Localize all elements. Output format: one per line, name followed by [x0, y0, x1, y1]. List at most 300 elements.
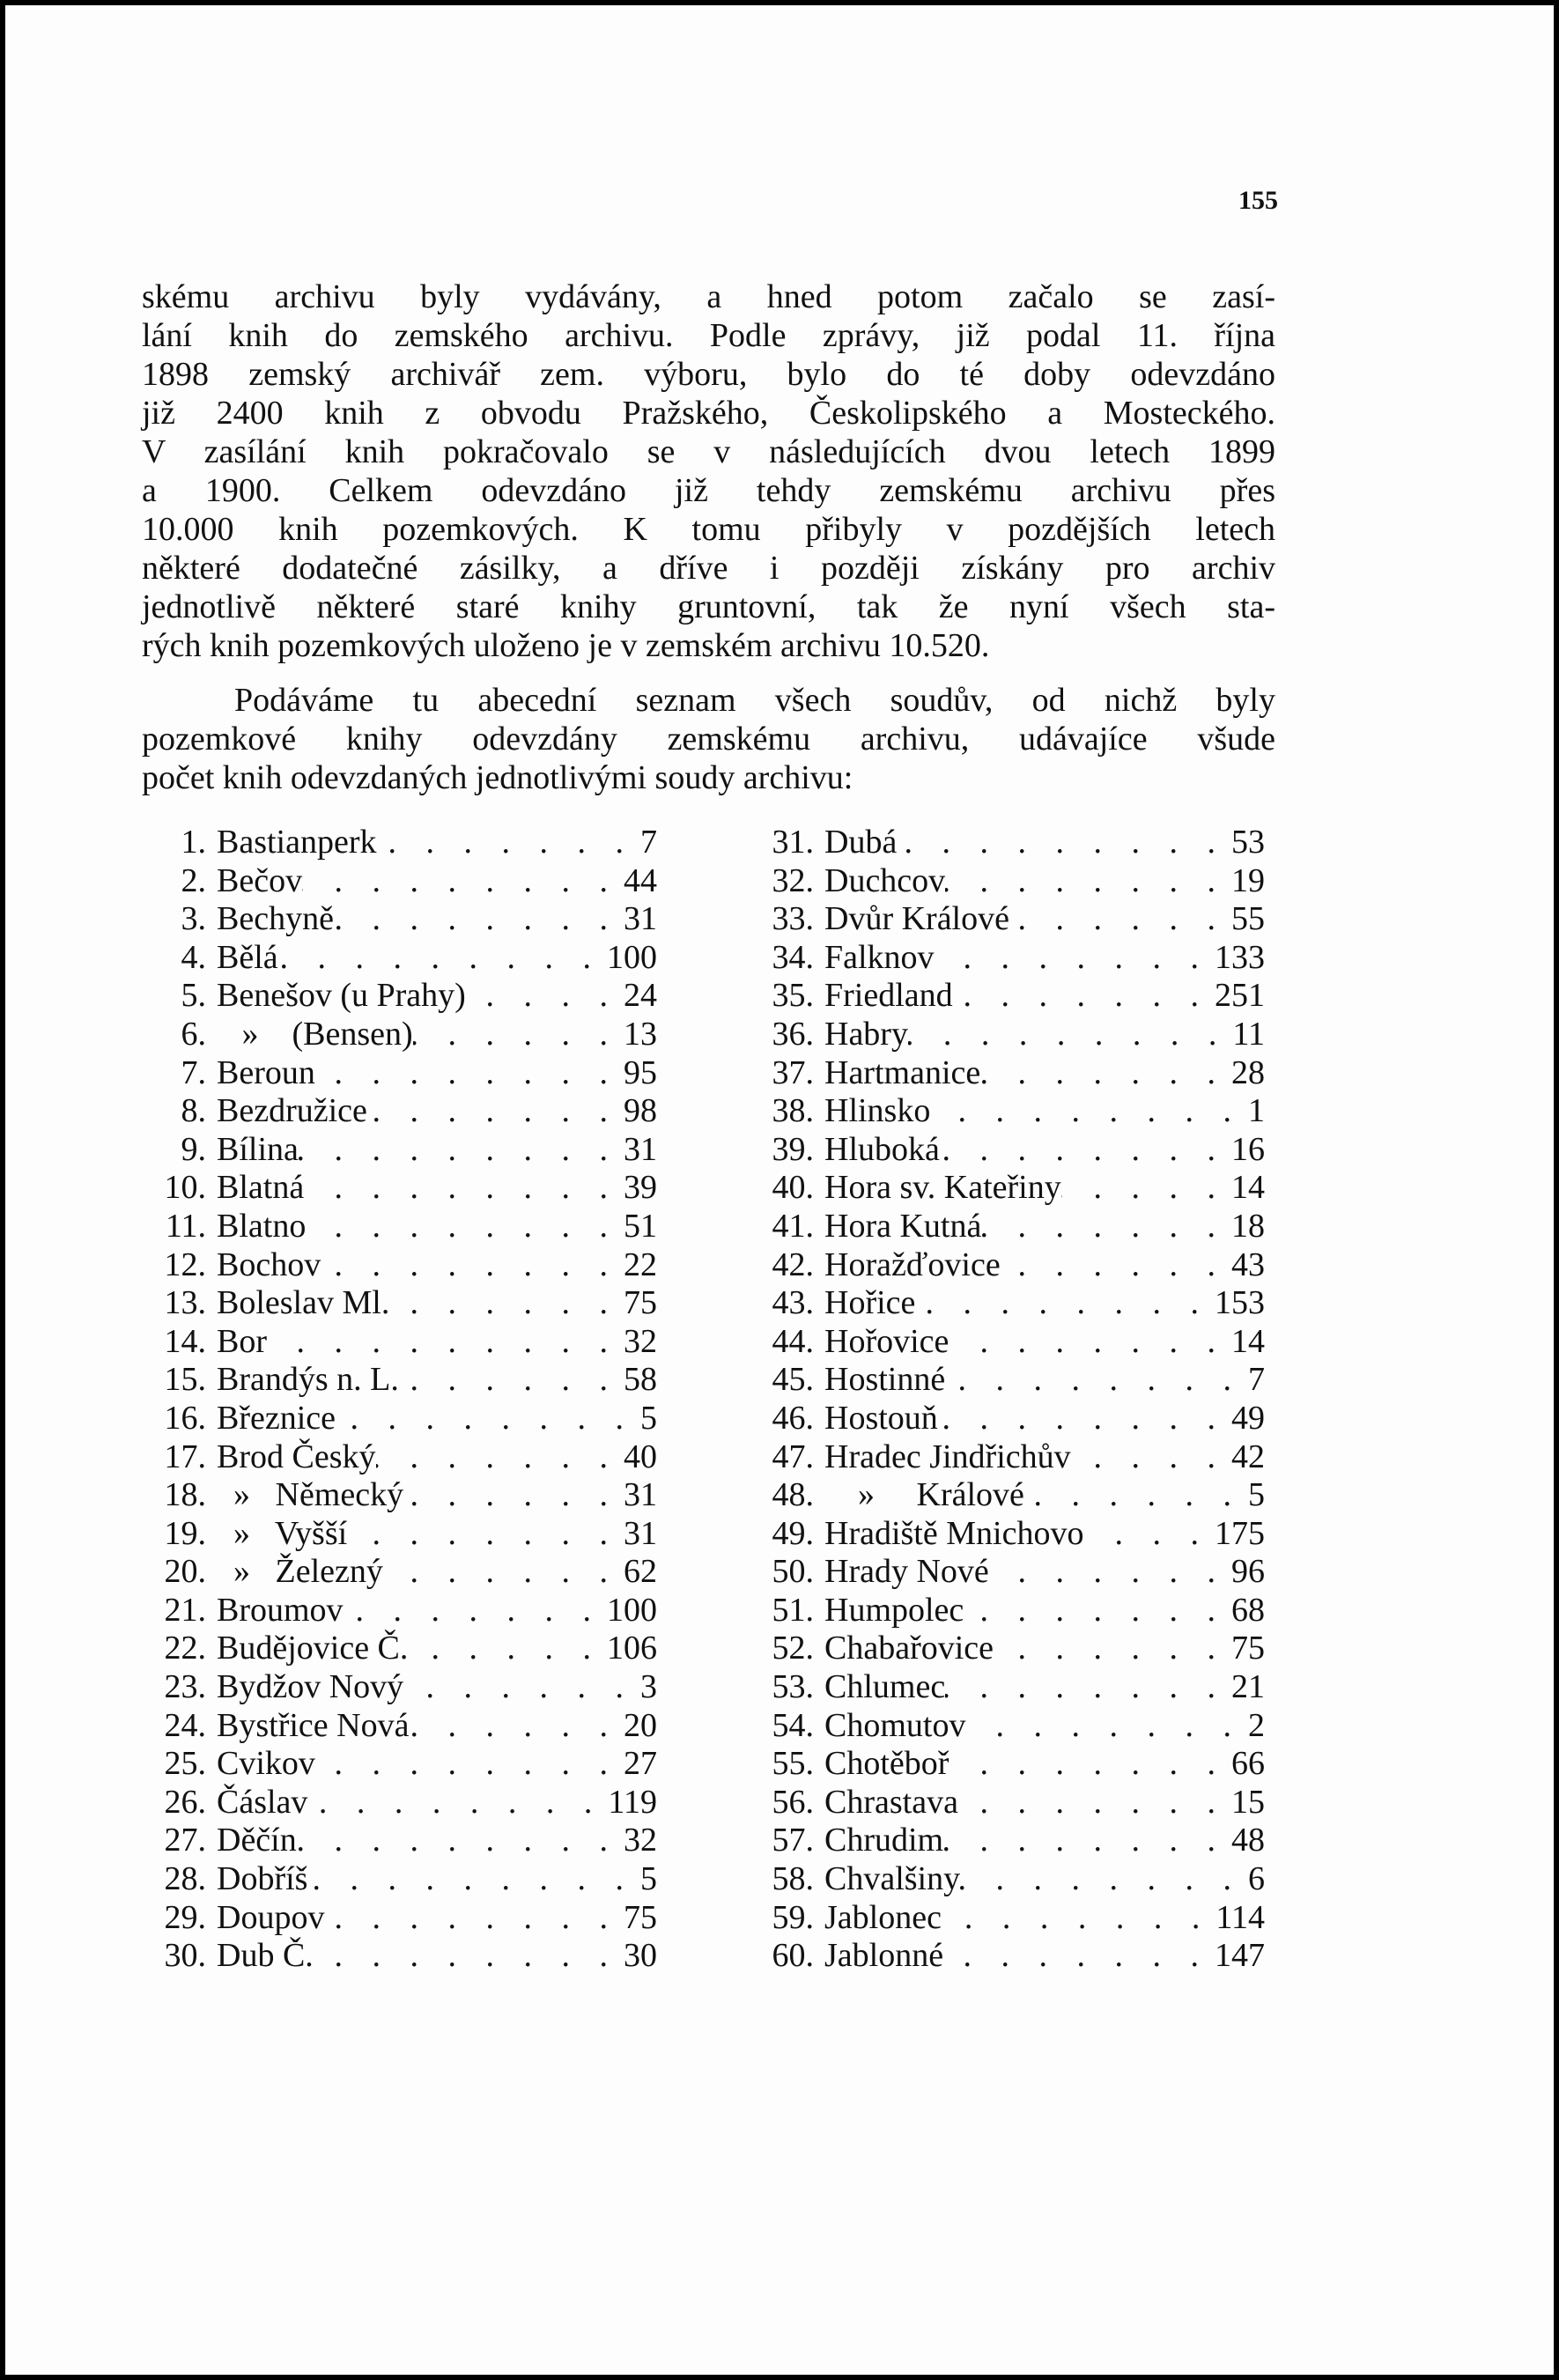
court-name: Brod Český [217, 1438, 376, 1475]
dot-leader [376, 1438, 624, 1477]
book-count: 5 [640, 1860, 657, 1898]
dot-leader [935, 939, 1215, 978]
court-name: Jablonec [824, 1898, 942, 1936]
dot-leader [389, 1284, 624, 1323]
book-count: 18 [1231, 1207, 1265, 1245]
book-count: 48 [1231, 1822, 1265, 1859]
text-line: pozemkové knihy odevzdány zemskému archivu, udávajíce všude [142, 721, 1275, 758]
book-count: 251 [1215, 977, 1265, 1015]
list-item [745, 1361, 1265, 1400]
dot-leader [324, 1899, 624, 1938]
book-count: 31 [624, 900, 657, 938]
court-name: Broumov [217, 1591, 344, 1629]
paragraph-archive-history [142, 277, 1275, 665]
text-line: 1898 zemský archivář zem. výboru, bylo do té doby odevzdáno [142, 356, 1275, 393]
book-count: 5 [1248, 1476, 1265, 1514]
court-name: Bochov [217, 1245, 321, 1283]
book-count: 15 [1231, 1783, 1265, 1821]
book-count: 75 [624, 1284, 657, 1322]
item-number: 12. [164, 1245, 206, 1283]
court-name: Chlumec [824, 1668, 946, 1706]
court-name: Dobříš [217, 1860, 308, 1898]
list-item [137, 1016, 657, 1054]
list-item [745, 862, 1265, 901]
book-count: 6 [1248, 1860, 1265, 1898]
book-count: 32 [624, 1822, 657, 1859]
dot-leader [304, 1169, 624, 1208]
dot-leader [949, 1745, 1231, 1784]
list-item [137, 977, 657, 1016]
text-line: jednotlivě některé staré knihy gruntovní, tak že nyní všech sta- [142, 588, 1275, 625]
list-item [137, 1246, 657, 1285]
dot-leader [989, 1553, 1231, 1592]
book-count: 19 [1231, 861, 1265, 899]
dot-leader [367, 1092, 624, 1131]
book-count: 68 [1231, 1591, 1265, 1629]
book-count: 49 [1231, 1399, 1265, 1437]
dot-leader [307, 1860, 639, 1899]
list-item [137, 900, 657, 939]
dot-leader [1001, 1246, 1231, 1285]
court-name: Čáslav [217, 1783, 308, 1821]
list-item [745, 1592, 1265, 1630]
list-item [137, 1707, 657, 1746]
dot-leader [314, 1937, 624, 1976]
book-count: 62 [624, 1553, 657, 1591]
text-line: a 1900. Celkem odevzdáno již tehdy zemskému archivu přes [142, 472, 1275, 509]
court-name: Bílina [217, 1130, 299, 1168]
dot-leader [958, 1784, 1231, 1822]
book-count: 5 [640, 1399, 657, 1437]
item-number: 3. [181, 900, 206, 938]
page-number: 155 [1238, 186, 1278, 215]
list-item [745, 1630, 1265, 1668]
item-number: 54. [772, 1706, 814, 1744]
court-name: Chrastava [824, 1783, 958, 1821]
dot-leader [299, 1131, 624, 1170]
court-name: Bělá [217, 938, 278, 976]
text-line: V zasílání knih pokračovalo se v následujících dvou letech 1899 [142, 433, 1275, 470]
book-count: 30 [624, 1937, 657, 1975]
dot-leader [981, 1208, 1231, 1246]
list-item [137, 1668, 657, 1707]
book-count: 16 [1231, 1130, 1265, 1168]
item-number: 7. [181, 1053, 206, 1091]
dot-leader [408, 1630, 607, 1668]
book-count: 21 [1231, 1668, 1265, 1706]
list-item [745, 1515, 1265, 1554]
item-number: 27. [164, 1822, 206, 1859]
book-count: 20 [624, 1706, 657, 1744]
item-number: 21. [164, 1591, 206, 1629]
court-name: Hostinné [824, 1361, 946, 1399]
dot-leader [965, 1707, 1247, 1746]
book-count: 44 [624, 861, 657, 899]
book-count: 27 [624, 1745, 657, 1783]
dot-leader [930, 1092, 1247, 1131]
court-name: Beroun [217, 1053, 315, 1091]
book-count: 66 [1231, 1745, 1265, 1783]
list-item [137, 1131, 657, 1170]
list-item [137, 939, 657, 978]
court-name: Blatno [217, 1207, 307, 1245]
dot-leader [994, 1630, 1231, 1668]
item-number: 5. [181, 977, 206, 1015]
list-item [137, 1784, 657, 1822]
list-item [137, 1592, 657, 1630]
item-number: 55. [772, 1745, 814, 1783]
dot-leader [897, 824, 1231, 862]
book-count: 13 [624, 1015, 657, 1053]
book-count: 55 [1231, 900, 1265, 938]
court-name: Falknov [824, 938, 935, 976]
text-line: skému archivu byly vydávány, a hned potom začalo se zasí- [142, 278, 1275, 315]
text-line: Podáváme tu abecední seznam všech soudův, od nichž byly [234, 682, 1275, 719]
court-name: Dub Č. [217, 1937, 314, 1975]
court-name: Bečov [217, 861, 303, 899]
book-count: 75 [624, 1898, 657, 1936]
item-number: 38. [772, 1092, 814, 1130]
list-item [137, 1323, 657, 1362]
court-name: Bor [217, 1322, 267, 1360]
dot-leader [945, 1361, 1247, 1400]
dot-leader [943, 1937, 1215, 1976]
dot-leader [942, 1899, 1215, 1938]
book-count: 11 [1232, 1015, 1265, 1053]
item-number: 56. [772, 1783, 814, 1821]
book-count: 51 [624, 1207, 657, 1245]
list-item [137, 862, 657, 901]
item-number: 17. [164, 1438, 206, 1475]
court-name: Bechyně [217, 900, 334, 938]
court-name: Hostouň [824, 1399, 938, 1437]
court-name: Cvikov [217, 1745, 315, 1783]
book-count: 100 [607, 938, 657, 976]
book-count: 147 [1215, 1937, 1265, 1975]
court-name: Bystřice Nová [217, 1706, 410, 1744]
dot-leader [336, 1400, 639, 1438]
court-name: Hořice [824, 1284, 916, 1322]
item-number: 43. [772, 1284, 814, 1322]
list-item [745, 1476, 1265, 1515]
court-name: Dvůr Králové [824, 900, 1009, 938]
list-item [745, 977, 1265, 1016]
list-item [745, 900, 1265, 939]
court-name: Bydžov Nový [217, 1668, 404, 1706]
item-number: 57. [772, 1822, 814, 1859]
court-name: Doupov [217, 1898, 325, 1936]
item-number: 19. [164, 1514, 206, 1552]
court-name: Jablonné [824, 1937, 944, 1975]
book-count: 28 [1231, 1053, 1265, 1091]
court-name: Benešov (u Prahy) [217, 977, 466, 1015]
list-item [137, 1515, 657, 1554]
item-number: 35. [772, 977, 814, 1015]
list-item [745, 1937, 1265, 1976]
book-count: 75 [1231, 1630, 1265, 1667]
book-count: 1 [1248, 1092, 1265, 1130]
book-count: 153 [1215, 1284, 1265, 1322]
court-list-left-column [137, 824, 657, 1976]
item-number: 16. [164, 1399, 206, 1437]
item-number: 28. [164, 1860, 206, 1898]
court-name: Duchcov [824, 861, 946, 899]
court-name: Hradiště Mnichovo [824, 1514, 1084, 1552]
item-number: 31. [772, 824, 814, 861]
book-count: 7 [640, 824, 657, 861]
court-name: Dubá [824, 824, 898, 861]
dot-leader [413, 1016, 624, 1054]
book-count: 39 [624, 1169, 657, 1207]
court-name: Bezdružice [217, 1092, 367, 1130]
item-number: 6. [181, 1015, 206, 1053]
court-name: Hradec Jindřichův [824, 1438, 1071, 1475]
court-name: » Vyšší [217, 1514, 348, 1552]
item-number: 23. [164, 1668, 206, 1706]
list-item [745, 1438, 1265, 1477]
item-number: 33. [772, 900, 814, 938]
dot-leader [267, 1323, 624, 1362]
dot-leader [297, 1822, 624, 1860]
book-count: 32 [624, 1322, 657, 1360]
court-name: Blatná [217, 1169, 305, 1207]
list-item [137, 1630, 657, 1668]
item-number: 41. [772, 1207, 814, 1245]
item-number: 34. [772, 938, 814, 976]
dot-leader [938, 1400, 1231, 1438]
dot-leader [334, 900, 624, 939]
court-name: Březnice [217, 1399, 336, 1437]
book-count: 31 [624, 1130, 657, 1168]
list-item [137, 1937, 657, 1976]
dot-leader [1009, 900, 1231, 939]
book-count: 133 [1215, 938, 1265, 976]
list-item [745, 824, 1265, 862]
list-item [745, 1822, 1265, 1860]
text-line: rých knih pozemkových uloženo je v zemském archivu 10.520. [142, 627, 990, 664]
item-number: 10. [164, 1169, 206, 1207]
item-number: 40. [772, 1169, 814, 1207]
list-item [745, 1745, 1265, 1784]
item-number: 29. [164, 1898, 206, 1936]
court-name: Hlinsko [824, 1092, 931, 1130]
dot-leader [1024, 1476, 1247, 1515]
item-number: 59. [772, 1898, 814, 1936]
item-number: 2. [181, 861, 206, 899]
book-count: 31 [624, 1514, 657, 1552]
book-count: 24 [624, 977, 657, 1015]
item-number: 42. [772, 1245, 814, 1283]
court-name: Chotěboř [824, 1745, 949, 1783]
book-count: 95 [624, 1053, 657, 1091]
book-count: 119 [608, 1783, 657, 1821]
item-number: 14. [164, 1322, 206, 1360]
item-number: 26. [164, 1783, 206, 1821]
item-number: 20. [164, 1553, 206, 1591]
list-item [137, 1899, 657, 1938]
item-number: 36. [772, 1015, 814, 1053]
list-item [137, 1553, 657, 1592]
book-count: 22 [624, 1245, 657, 1283]
dot-leader [306, 1208, 624, 1246]
dot-leader [949, 1323, 1231, 1362]
list-item [137, 1745, 657, 1784]
list-item [137, 1208, 657, 1246]
book-count: 106 [607, 1630, 657, 1667]
item-number: 11. [165, 1207, 206, 1245]
item-number: 46. [772, 1399, 814, 1437]
court-name: Děčín [217, 1822, 297, 1859]
list-item [745, 1784, 1265, 1822]
dot-leader [940, 1131, 1231, 1170]
text-line: některé dodatečné zásilky, a dříve i později získány pro archiv [142, 550, 1275, 587]
list-item [137, 1438, 657, 1477]
item-number: 4. [181, 938, 206, 976]
list-item [745, 1284, 1265, 1323]
list-item [745, 1553, 1265, 1592]
book-count: 114 [1215, 1898, 1265, 1936]
item-number: 45. [772, 1361, 814, 1399]
list-item [137, 1361, 657, 1400]
dot-leader [278, 939, 607, 978]
book-count: 14 [1231, 1169, 1265, 1207]
dot-leader [960, 1860, 1247, 1899]
text-line: počet knih odevzdaných jednotlivými soudy archivu: [142, 759, 853, 796]
court-name: » (Bensen) [217, 1015, 413, 1053]
court-name: Hartmanice [824, 1053, 981, 1091]
text-line: 10.000 knih pozemkových. K tomu přibyly v pozdějších letech [142, 511, 1275, 548]
court-name: Chomutov [824, 1706, 966, 1744]
item-number: 44. [772, 1322, 814, 1360]
list-item [137, 1284, 657, 1323]
book-count: 40 [624, 1438, 657, 1475]
court-name: Hořovice [824, 1322, 949, 1360]
item-number: 37. [772, 1053, 814, 1091]
paragraph-list-intro [142, 681, 1275, 797]
court-name: Bastianperk [217, 824, 377, 861]
list-item [745, 1246, 1265, 1285]
dot-leader [383, 1553, 624, 1592]
dot-leader [945, 862, 1231, 901]
court-name: Chvalšiny [824, 1860, 961, 1898]
document-page [5, 5, 1554, 2375]
item-number: 51. [772, 1591, 814, 1629]
dot-leader [945, 1668, 1231, 1707]
list-item [745, 1054, 1265, 1093]
book-count: 53 [1231, 824, 1265, 861]
court-name: Hrady Nové [824, 1553, 989, 1591]
dot-leader [307, 1784, 608, 1822]
list-item [137, 1476, 657, 1515]
book-count: 2 [1248, 1706, 1265, 1744]
book-count: 7 [1248, 1361, 1265, 1399]
list-item [137, 1092, 657, 1131]
dot-leader [344, 1592, 607, 1630]
court-name: Budějovice Č. [217, 1630, 409, 1667]
dot-leader [980, 1054, 1231, 1093]
dot-leader [347, 1515, 624, 1554]
item-number: 48. [772, 1476, 814, 1514]
dot-leader [403, 1668, 639, 1707]
list-item [137, 1169, 657, 1208]
list-item [745, 1899, 1265, 1938]
court-name: Horažďovice [824, 1245, 1001, 1283]
list-item [137, 824, 657, 862]
item-number: 50. [772, 1553, 814, 1591]
item-number: 32. [772, 861, 814, 899]
item-number: 9. [181, 1130, 206, 1168]
item-number: 13. [164, 1284, 206, 1322]
dot-leader [964, 1592, 1231, 1630]
court-name: Hluboká [824, 1130, 940, 1168]
book-count: 96 [1231, 1553, 1265, 1591]
text-line: lání knih do zemského archivu. Podle zprávy, již podal 11. října [142, 317, 1275, 354]
item-number: 18. [164, 1476, 206, 1514]
book-count: 43 [1231, 1245, 1265, 1283]
item-number: 58. [772, 1860, 814, 1898]
court-list-right-column [745, 824, 1265, 1976]
dot-leader [1071, 1438, 1231, 1477]
court-name: Friedland [824, 977, 953, 1015]
list-item [745, 1092, 1265, 1131]
court-name: Boleslav Ml. [217, 1284, 390, 1322]
dot-leader [466, 977, 624, 1016]
book-count: 14 [1231, 1322, 1265, 1360]
list-item [745, 1860, 1265, 1899]
court-name: Brandýs n. L. [217, 1361, 399, 1399]
court-name: Hora sv. Kateřiny [824, 1169, 1061, 1207]
list-item [745, 1169, 1265, 1208]
item-number: 60. [772, 1937, 814, 1975]
item-number: 53. [772, 1668, 814, 1706]
list-item [745, 1016, 1265, 1054]
dot-leader [403, 1476, 624, 1515]
dot-leader [908, 1016, 1232, 1054]
item-number: 49. [772, 1514, 814, 1552]
book-count: 175 [1215, 1514, 1265, 1552]
list-item [745, 1131, 1265, 1170]
dot-leader [409, 1707, 624, 1746]
item-number: 39. [772, 1130, 814, 1168]
dot-leader [1061, 1169, 1231, 1208]
list-item [745, 1400, 1265, 1438]
book-count: 58 [624, 1361, 657, 1399]
dot-leader [321, 1246, 624, 1285]
list-item [137, 1054, 657, 1093]
list-item [137, 1822, 657, 1860]
list-item [745, 1323, 1265, 1362]
dot-leader [315, 1054, 624, 1093]
item-number: 24. [164, 1706, 206, 1744]
book-count: 3 [640, 1668, 657, 1706]
list-item [137, 1860, 657, 1899]
court-name: » Železný [217, 1553, 383, 1591]
dot-leader [377, 824, 639, 862]
dot-leader [943, 1822, 1231, 1860]
list-item [137, 1400, 657, 1438]
dot-leader [302, 862, 624, 901]
item-number: 52. [772, 1630, 814, 1667]
book-count: 98 [624, 1092, 657, 1130]
dot-leader [953, 977, 1215, 1016]
dot-leader [399, 1361, 624, 1400]
item-number: 1. [181, 824, 206, 861]
list-item [745, 939, 1265, 978]
book-count: 100 [607, 1591, 657, 1629]
court-name: Habry [824, 1015, 908, 1053]
list-item [745, 1208, 1265, 1246]
item-number: 25. [164, 1745, 206, 1783]
